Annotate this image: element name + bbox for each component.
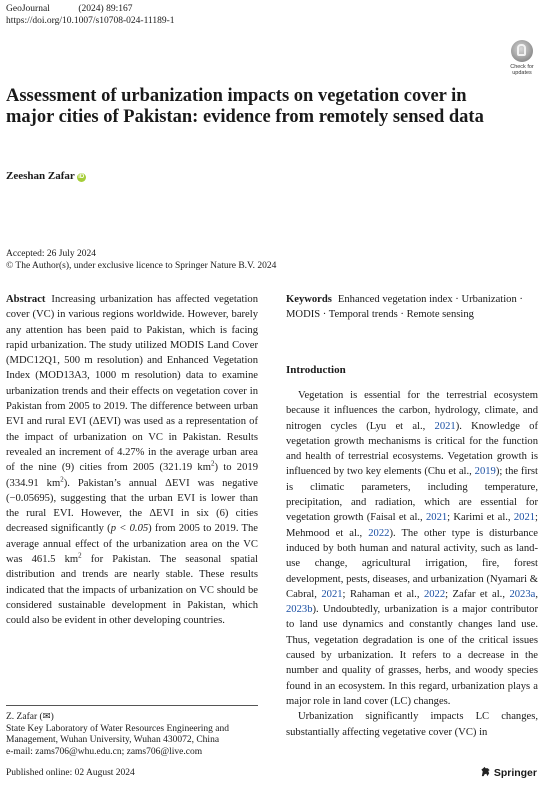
intro-text: ; Zafar et al., [445,588,510,600]
superscript: 2 [60,475,64,484]
badge-line-1: Check for [510,64,534,70]
badge-line-2: updates [512,70,532,76]
abstract-text-4: ) from 2005 to 2019. The average annual effect of the urbanization area on the VC was 461.5 km [6,523,258,566]
envelope-icon[interactable]: ✉ [42,712,51,722]
keywords-text: Enhanced vegetation index · Urbanization · MODIS · Temporal trends · Remote sensing [286,294,523,321]
intro-text: , [535,588,538,600]
p-value: p < 0.05 [110,523,149,535]
intro-text: ; Karimi et al., [447,512,514,524]
author-line [6,170,86,182]
citation-link[interactable]: 2023b [286,604,313,616]
intro-text: ; Rahaman et al., [342,588,424,600]
volume-info: (2024) 89:167 [78,4,133,14]
citation-link[interactable]: 2022 [423,588,446,600]
citation-link[interactable]: 2021 [425,512,448,524]
springer-horse-icon [480,766,491,777]
abstract [6,292,258,629]
journal-name: GeoJournal [6,4,50,14]
author-name: Zeeshan Zafar [6,170,75,182]
running-header [6,3,175,27]
orcid-icon[interactable]: iD [78,174,85,180]
intro-text: ). The other type is disturbance induced by both human and natural activity, such as land-use change, agricultural irrigation, fire, forest development, pests, diseases, and urbanization (Nyamari & Cabral, [286,527,538,600]
footnote-divider [6,705,258,706]
doi-link[interactable]: https://doi.org/10.1007/s10708-024-11189-1 [6,16,175,26]
keywords [286,292,538,323]
citation-link[interactable]: 2022 [368,527,390,539]
keywords-label: Keywords [286,294,332,305]
superscript: 2 [78,551,82,560]
article-dates [6,248,276,272]
intro-text: ; Mehmood et al., [286,512,538,539]
citation-link[interactable]: 2021 [513,512,536,524]
corresponding-author [6,712,258,724]
superscript: 2 [210,459,215,468]
affiliation: State Key Laboratory of Water Resources Engineering and Management, Wuhan University, Wuhan 430072, China [6,723,230,746]
citation-link[interactable]: 2021 [434,420,456,432]
check-for-updates-badge[interactable] [507,40,537,76]
abstract-text-1: Increasing urbanization has affected vegetation cover (VC) in various regions worldwide. However, barely any attention has been paid to Pakistan, which is facing rapid urbanization. The study utilized MODIS Land Cover (MDC12Q1, 500 m resolution) and Enhanced Vegetation Index (MOD13A3, 1000 m resolution) data to examine urbanization trends and their effects on vegetation cover in Pakistan from 2005 to 2019. The difference between urban EVI and rural EVI (ΔEVI) was used as a representation of the impact of urbanization on VC in Pakistan. Results revealed an increment of 4.27% in the average urban area of the nine (9) cities from 2005 (321.19 km [6,294,258,474]
citation-link[interactable]: 2019 [474,466,496,478]
copyright-line: © The Author(s), under exclusive licence to Springer Nature B.V. 2024 [6,261,277,271]
accepted-date: Accepted: 26 July 2024 [6,249,96,259]
published-online: Published online: 02 August 2024 [6,768,135,778]
intro-text: Vegetation is essential for the terrestrial ecosystem because it influences the carbon, hydrology, climate, and nitrogen cycles (Lyu et al., [286,390,538,432]
intro-text: ); the first is climatic parameters, including temperature, precipitation, and radiation, which are essential for vegetation growth (Faisal et al., [286,466,538,524]
section-heading-introduction: Introduction [286,364,346,376]
abstract-text-2: ) to 2019 (334.91 km [6,462,258,489]
intro-paragraph-1 [286,388,538,709]
publisher-logo [480,766,537,779]
abstract-label: Abstract [6,294,46,305]
corr-name-end: ) [50,712,54,722]
article-title: Assessment of urbanization impacts on vegetation cover in major cities of Pakistan: evidence from remotely sensed data [6,86,484,127]
abstract-text-5: for Pakistan. The seasonal spatial distribution and trends are nearly stable. These results indicated that the impacts of urbanization on VC should be considered sustainable development in Pakistan, which could also be evident in other developing countries. [6,554,258,627]
citation-link[interactable]: 2021 [321,588,343,600]
introduction-body [286,388,538,740]
corr-name: Z. Zafar ( [6,712,43,722]
abstract-text-3: ). Pakistan’s annual ΔEVI was negative (−0.05695), suggesting that the urban EVI is lower than the rural EVI. However, the ΔEVI in six (6) cities decreased significantly ( [6,477,258,535]
publisher-name: Springer [493,767,537,779]
correspondence [6,712,258,759]
intro-text: ). Knowledge of vegetation growth mechanisms is critical for the function and health of terrestrial ecosystems. Vegetation growth is influenced by two key elements (Chu et al., [286,420,538,478]
citation-link[interactable]: 2023a [509,588,536,600]
intro-paragraph-2: Urbanization significantly impacts LC changes, substantially affecting vegetative cover (VC) in [286,711,538,738]
email[interactable]: e-mail: zams706@whu.edu.cn; zams706@live.com [6,747,203,758]
check-for-updates-icon [511,40,533,62]
intro-text: ). Undoubtedly, urbanization is a major contributor to land use dynamics and constantly changes land use. Thus, vegetation degradation is one of the critical issues caused by urbanization. It refers to a decrease in the number and quality of grasses, herbs, and woody species found in an ecosystem. In this regard, urbanization plays a major role in land cover (LC) changes. [286,604,538,707]
